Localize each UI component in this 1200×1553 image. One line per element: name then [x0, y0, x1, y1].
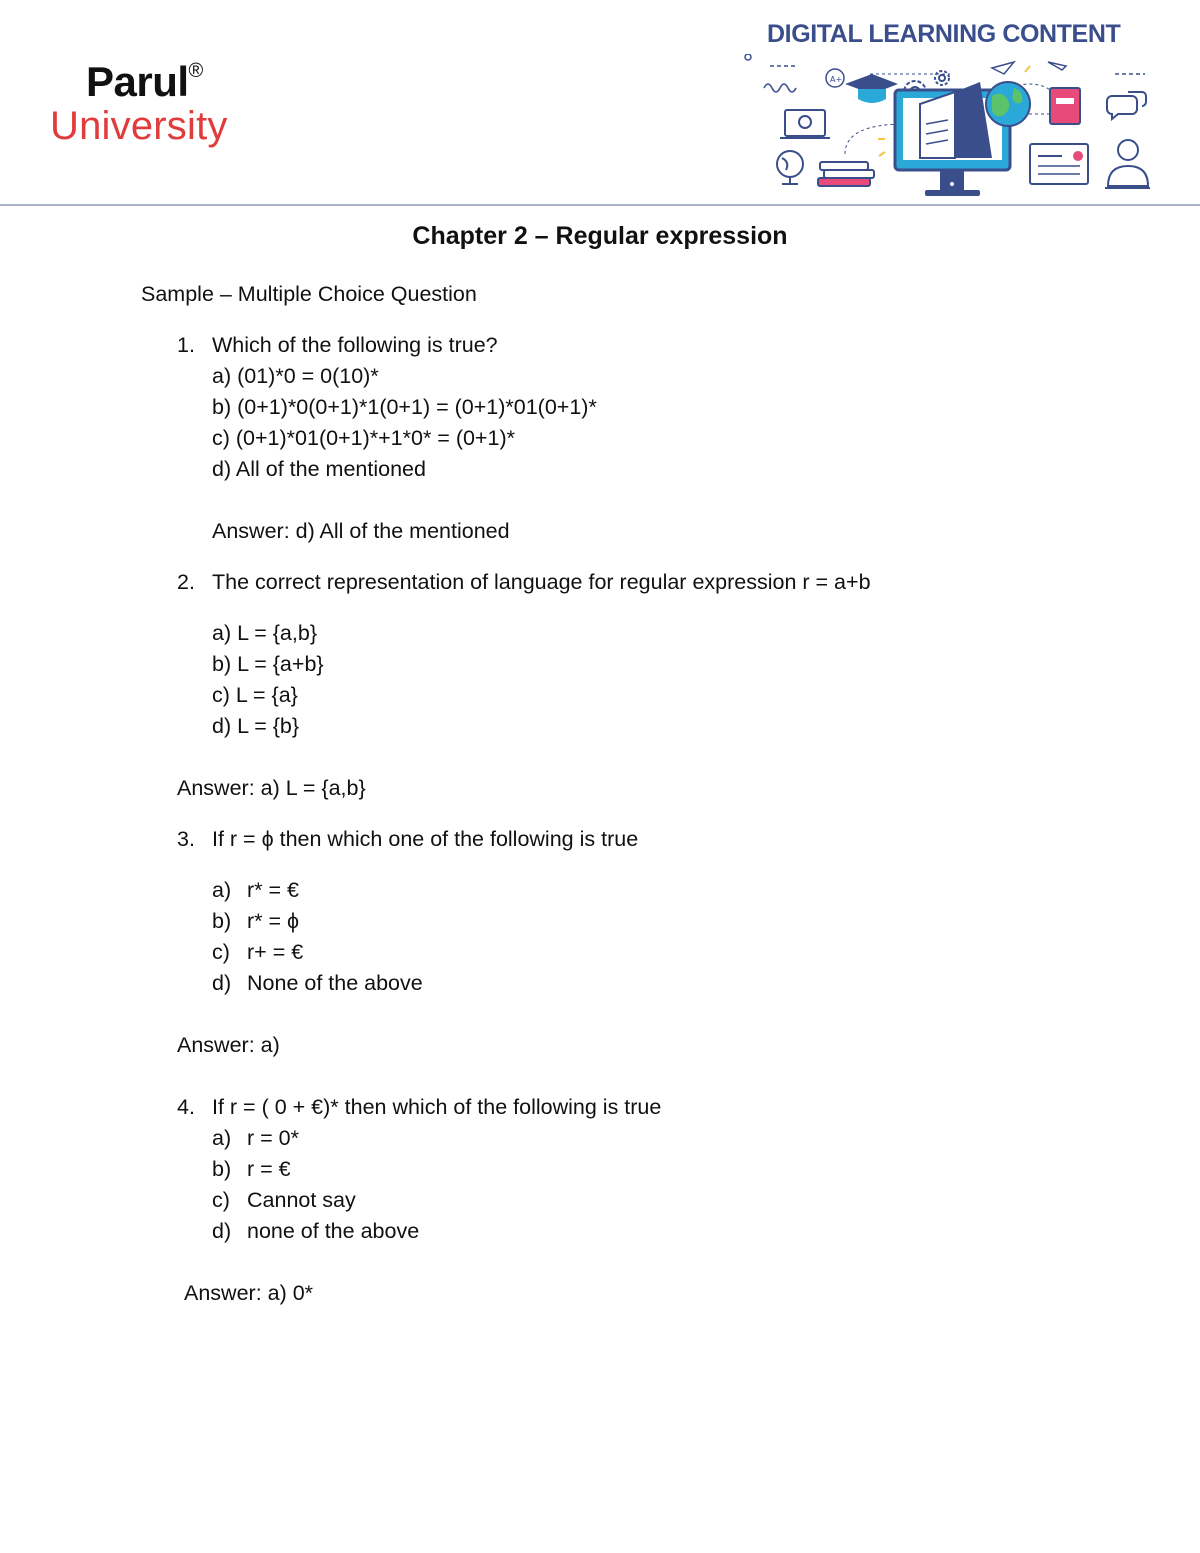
question-number: 2. — [177, 570, 195, 594]
answer-text: Answer: a) 0* — [184, 1281, 314, 1305]
option-text: r* = ϕ — [247, 909, 300, 933]
answer-text: Answer: a) L = {a,b} — [177, 776, 366, 800]
option-text: r* = € — [247, 878, 299, 902]
registered-mark: ® — [188, 60, 203, 82]
certificate-icon — [1030, 144, 1088, 184]
svg-text:A+: A+ — [830, 75, 843, 84]
question-text: Which of the following is true? — [212, 333, 498, 357]
option-text: a) (01)*0 = 0(10)* — [212, 364, 379, 388]
option-text: None of the above — [247, 971, 423, 995]
chat-bubbles-icon — [1107, 92, 1146, 119]
option-text: d) All of the mentioned — [212, 457, 426, 481]
question-text: The correct representation of language for regular expression r = a+b — [212, 570, 871, 594]
option-letter: a) — [212, 1126, 232, 1150]
option-letter: d) — [212, 971, 232, 995]
question-number: 4. — [177, 1095, 195, 1119]
option-text: c) L = {a} — [212, 683, 298, 707]
books-stack-icon — [818, 162, 874, 186]
option-text: none of the above — [247, 1219, 420, 1243]
paper-plane-icon — [992, 62, 1014, 74]
question-number: 3. — [177, 827, 195, 851]
decorative-marks-icon — [732, 54, 751, 60]
question-number: 1. — [177, 333, 195, 357]
answer-text: Answer: d) All of the mentioned — [212, 519, 510, 543]
teacher-avatar-icon — [1105, 140, 1150, 188]
video-player-icon — [780, 110, 830, 138]
option-text: b) (0+1)*0(0+1)*1(0+1) = (0+1)*01(0+1)* — [212, 395, 597, 419]
option-text: b) L = {a+b} — [212, 652, 324, 676]
option-text: d) L = {b} — [212, 714, 300, 738]
option-letter: b) — [212, 1157, 232, 1181]
header-divider — [0, 204, 1200, 206]
option-text: r = 0* — [247, 1126, 299, 1150]
logo-university: University — [50, 104, 228, 148]
option-text: Cannot say — [247, 1188, 356, 1212]
option-text: r+ = € — [247, 940, 304, 964]
banner-title: DIGITAL LEARNING CONTENT — [767, 20, 1121, 48]
option-letter: d) — [212, 1219, 232, 1243]
option-letter: c) — [212, 1188, 230, 1212]
option-text: a) L = {a,b} — [212, 621, 318, 645]
digital-learning-illustration — [730, 54, 1170, 206]
earth-stand-icon — [777, 151, 803, 184]
option-letter: c) — [212, 940, 230, 964]
answer-text: Answer: a) — [177, 1033, 280, 1057]
section-subtitle: Sample – Multiple Choice Question — [141, 282, 477, 306]
question-text: If r = ( 0 + €)* then which of the following is true — [212, 1095, 662, 1119]
logo-parul: Parul® — [86, 58, 203, 105]
graduation-cap-icon — [826, 69, 898, 103]
chapter-title: Chapter 2 – Regular expression — [412, 222, 788, 250]
option-letter: a) — [212, 878, 232, 902]
option-text: c) (0+1)*01(0+1)*+1*0* = (0+1)* — [212, 426, 515, 450]
option-letter: b) — [212, 909, 232, 933]
question-text: If r = ϕ then which one of the following is true — [212, 827, 639, 851]
option-text: r = € — [247, 1157, 291, 1181]
notebook-icon — [1050, 88, 1080, 124]
globe-icon — [986, 82, 1030, 126]
